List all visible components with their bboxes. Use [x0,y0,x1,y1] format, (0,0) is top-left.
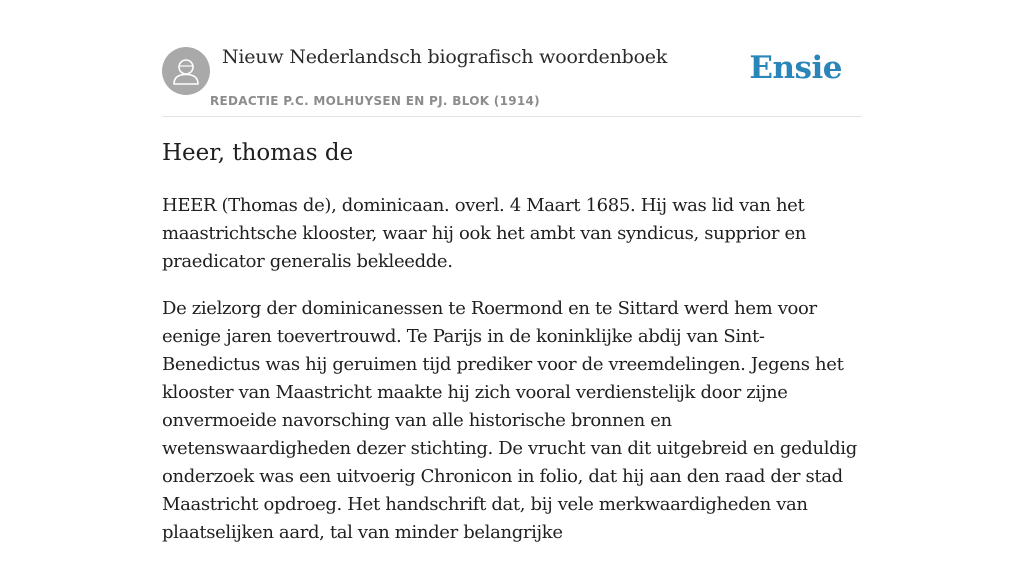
ensie-logo[interactable]: Ensie [749,50,842,86]
article-title: Heer, thomas de [162,140,354,166]
article-paragraph: HEER (Thomas de), dominicaan. overl. 4 Maart 1685. Hij was lid van het maastrichtsche klooster, waar hij ook het ambt van syndicus, supprior en praedicator generalis bekleedde. [162,195,807,272]
source-title[interactable]: Nieuw Nederlandsch biografisch woordenboek [222,46,668,68]
source-header [162,0,862,117]
user-silhouette-icon [162,47,210,95]
article-paragraph: De zielzorg der dominicanessen te Roermond en te Sittard werd hem voor eenige jaren toevertrouwd. Te Parijs in de koninklijke abdij van Sint-Benedictus was hij geruimen tijd prediker voor de vreemdelingen. Jegens het klooster van Maastricht maakte hij zich vooral verdienstelijk door zijne onvermoeide navorsching van alle historische bronnen en wetenswaardigheden dezer stichting. De vrucht van dit uitgebreid en geduldig onderzoek was een uitvoerig Chronicon in folio, dat hij aan den raad der stad Maastricht opdroeg. Het handschrift dat, bij vele merkwaardigheden van plaatselijken aard, tal van minder belangrijke [162,298,857,543]
source-editors: REDACTIE P.C. MOLHUYSEN EN PJ. BLOK (1914) [210,94,540,108]
avatar[interactable] [162,47,210,95]
article-body [162,192,862,566]
